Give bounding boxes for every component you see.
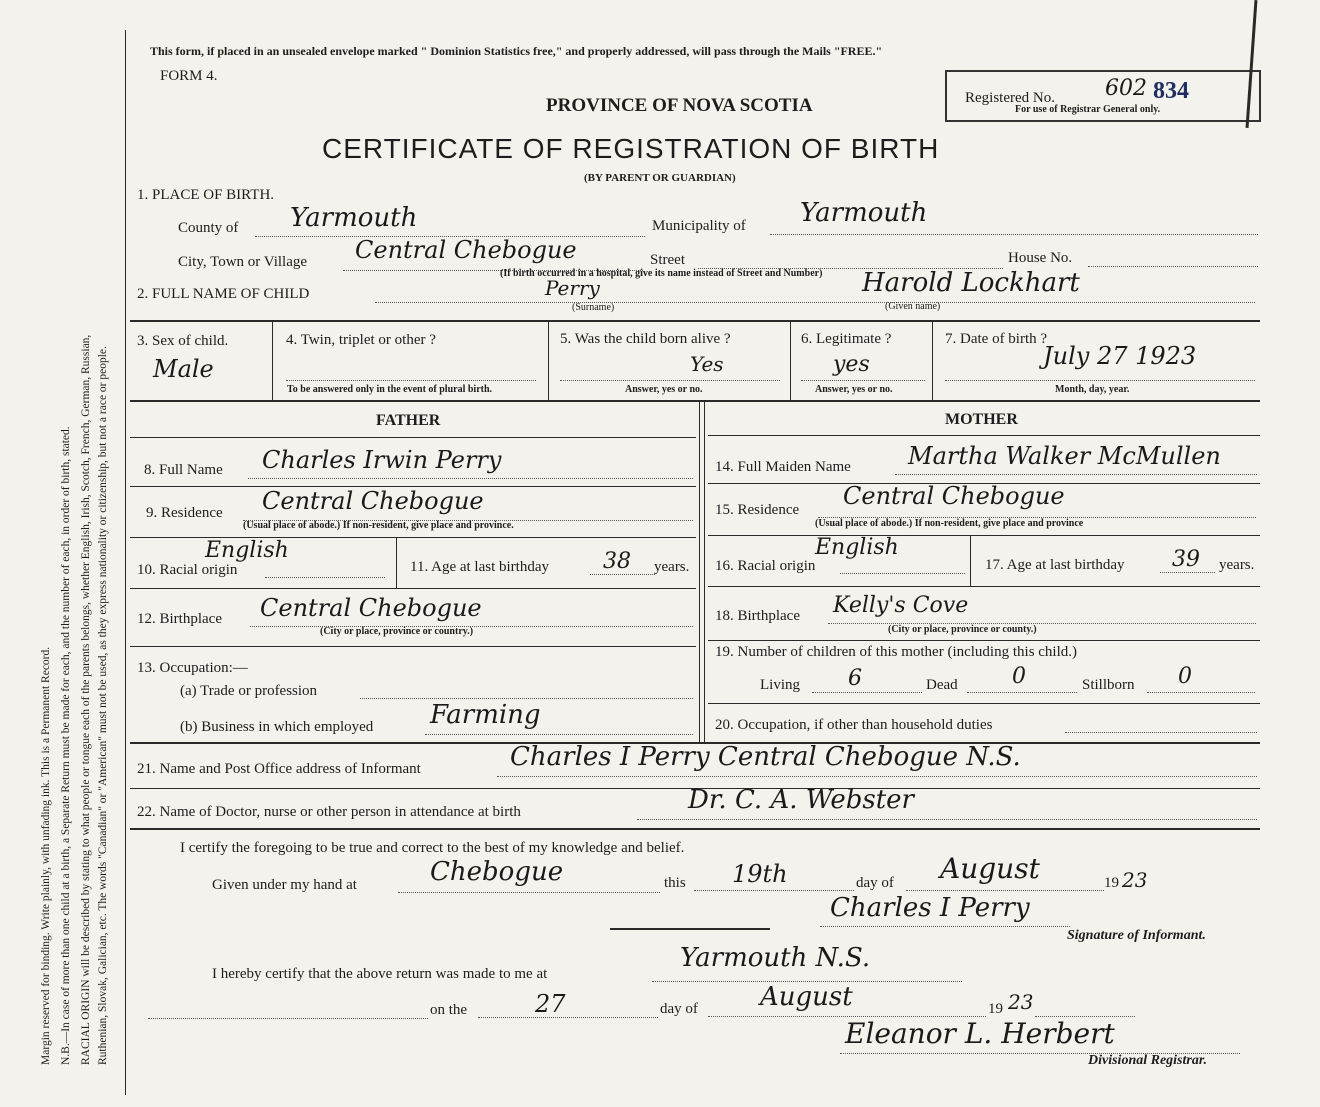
alive-value: Yes [690, 352, 724, 376]
house-label: House No. [1008, 250, 1073, 266]
mother-residence-value: Central Chebogue [843, 482, 1065, 510]
mother-years: years. [1219, 557, 1255, 573]
margin-racial-note-2: Ruthenian, Slovak, Galician, etc. The words "Canadian" or "American" must not be used, as they express nationality or citizenship, but not a race or people. [97, 346, 109, 1065]
informant-signature: Charles I Perry [830, 893, 1030, 923]
legit-label: 6. Legitimate ? [801, 331, 892, 347]
father-heading: FATHER [376, 412, 441, 429]
father-birthplace-note: (City or place, province or country.) [320, 626, 474, 637]
certify-place-value: Chebogue [430, 857, 564, 887]
twin-label: 4. Twin, triplet or other ? [286, 332, 436, 348]
municipality-value: Yarmouth [800, 198, 928, 228]
informant-value: Charles I Perry Central Chebogue N.S. [510, 742, 1021, 772]
mother-age-value: 39 [1172, 547, 1200, 572]
father-name-label: 8. Full Name [144, 462, 223, 478]
twin-note: To be answered only in the event of plural birth. [287, 384, 493, 395]
dob-label: 7. Date of birth ? [945, 331, 1048, 347]
informant-label: 21. Name and Post Office address of Informant [137, 761, 421, 777]
margin-nb-note: N.B.—In case of more than one child at a birth, a Separate Return must be made for each, and the number of each, in order of birth, stated. [60, 426, 72, 1065]
father-residence-label: 9. Residence [146, 505, 223, 521]
mother-race-value: English [815, 535, 899, 560]
city-label: City, Town or Village [178, 254, 308, 270]
father-race-value: English [205, 538, 289, 563]
dob-note: Month, day, year. [1055, 384, 1130, 395]
page-subtitle: (BY PARENT OR GUARDIAN) [584, 172, 736, 184]
given-note: (Given name) [885, 301, 941, 312]
form-number: FORM 4. [160, 68, 218, 84]
sex-value: Male [153, 355, 214, 383]
dead-value: 0 [1012, 664, 1026, 689]
stillborn-value: 0 [1178, 664, 1192, 689]
father-age-value: 38 [603, 549, 631, 574]
mother-residence-label: 15. Residence [715, 502, 800, 518]
legit-value: yes [833, 352, 870, 377]
registrar-signature: Eleanor L. Herbert [845, 1017, 1115, 1050]
stillborn-label: Stillborn [1082, 677, 1135, 693]
registered-stamp-number: 834 [1153, 78, 1189, 104]
father-birthplace-label: 12. Birthplace [137, 611, 222, 627]
margin-rule [125, 30, 126, 1095]
margin-racial-note-1: RACIAL ORIGIN will be described by stating to what people or tongue each of the parents belongs, whether English, Irish, Scotch, French, German, Russian, [80, 334, 92, 1065]
city-value: Central Chebogue [355, 236, 577, 264]
alive-label: 5. Was the child born alive ? [560, 331, 731, 347]
page-title: CERTIFICATE OF REGISTRATION OF BIRTH [322, 133, 940, 164]
certify-dayof-label: day of [856, 875, 894, 891]
father-birthplace-value: Central Chebogue [260, 594, 482, 622]
doctor-value: Dr. C. A. Webster [688, 785, 914, 815]
mother-birthplace-value: Kelly's Cove [833, 593, 969, 618]
registrar-signature-label: Divisional Registrar. [1088, 1053, 1208, 1068]
mother-residence-note: (Usual place of abode.) If non-resident, give place and province [815, 518, 1084, 529]
certify-statement: I certify the foregoing to be true and correct to the best of my knowledge and belief. [180, 840, 685, 856]
given-under-label: Given under my hand at [212, 877, 357, 893]
child-surname-value: Perry [545, 276, 600, 300]
father-years: years. [654, 559, 690, 575]
registrar-month-value: August [760, 982, 853, 1012]
mother-heading: MOTHER [945, 411, 1018, 428]
registrar-dayof-label: day of [660, 1001, 698, 1017]
father-occupation-label: 13. Occupation:— [137, 660, 248, 676]
mother-age-label: 17. Age at last birthday [985, 557, 1125, 573]
province-heading: PROVINCE OF NOVA SCOTIA [546, 95, 813, 116]
mother-name-label: 14. Full Maiden Name [715, 459, 851, 475]
binding-margin [0, 0, 125, 1107]
mother-birthplace-note: (City or place, province or county.) [888, 624, 1037, 635]
father-age-label: 11. Age at last birthday [410, 559, 549, 575]
hospital-note: (If birth occurred in a hospital, give its name instead of Street and Number) [500, 268, 823, 279]
registrar-year-value: 23 [1008, 990, 1034, 1014]
certify-month-value: August [940, 852, 1040, 885]
child-name-label: 2. FULL NAME OF CHILD [137, 286, 310, 302]
father-name-value: Charles Irwin Perry [262, 446, 502, 474]
margin-binding-note: Margin reserved for binding. Write plainly, with unfading ink. This is a Permanent Record. [40, 646, 52, 1065]
dead-label: Dead [926, 677, 958, 693]
mother-occupation-label: 20. Occupation, if other than household duties [715, 717, 993, 733]
doctor-label: 22. Name of Doctor, nurse or other person in attendance at birth [137, 804, 521, 820]
registered-label: Registered No. [965, 90, 1055, 106]
informant-signature-label: Signature of Informant. [1067, 928, 1206, 943]
municipality-label: Municipality of [652, 218, 746, 234]
father-race-label: 10. Racial origin [137, 562, 238, 578]
mother-birthplace-label: 18. Birthplace [715, 608, 800, 624]
county-value: Yarmouth [290, 203, 418, 233]
father-residence-value: Central Chebogue [262, 487, 484, 515]
child-given-value: Harold Lockhart [862, 268, 1080, 298]
father-business-value: Farming [430, 700, 541, 730]
county-label: County of [178, 220, 239, 236]
alive-note: Answer, yes or no. [625, 384, 703, 395]
registrar-statement: I hereby certify that the above return was made to me at [212, 966, 548, 982]
father-residence-note: (Usual place of abode.) If non-resident, give place and province. [243, 520, 514, 531]
children-count-label: 19. Number of children of this mother (including this child.) [715, 644, 1078, 660]
registrar-year-prefix: 19 [988, 1001, 1003, 1017]
father-trade-label: (a) Trade or profession [180, 683, 318, 699]
surname-note: (Surname) [572, 302, 615, 313]
street-label: Street [650, 252, 685, 268]
registrar-day-value: 27 [535, 990, 566, 1018]
certify-this-label: this [664, 875, 686, 891]
sex-label: 3. Sex of child. [137, 333, 229, 349]
registrar-note: For use of Registrar General only. [1015, 104, 1161, 115]
mother-race-label: 16. Racial origin [715, 558, 816, 574]
registrar-on-label: on the [430, 1002, 468, 1018]
certify-year-prefix: 19 [1104, 875, 1119, 891]
legit-note: Answer, yes or no. [815, 384, 893, 395]
living-label: Living [760, 677, 800, 693]
registered-hand-number: 602 [1105, 76, 1147, 101]
place-heading: 1. PLACE OF BIRTH. [137, 187, 275, 203]
registrar-place-value: Yarmouth N.S. [680, 943, 871, 973]
mother-name-value: Martha Walker McMullen [908, 442, 1221, 470]
dob-value: July 27 1923 [1043, 342, 1197, 370]
living-value: 6 [848, 666, 862, 691]
registered-box [945, 70, 1261, 122]
certify-day-value: 19th [732, 860, 788, 888]
certify-year-value: 23 [1122, 868, 1148, 892]
mail-notice: This form, if placed in an unsealed envelope marked " Dominion Statistics free," and properly addressed, will pass through the Mails "FREE." [150, 44, 883, 58]
father-business-label: (b) Business in which employed [180, 719, 374, 735]
